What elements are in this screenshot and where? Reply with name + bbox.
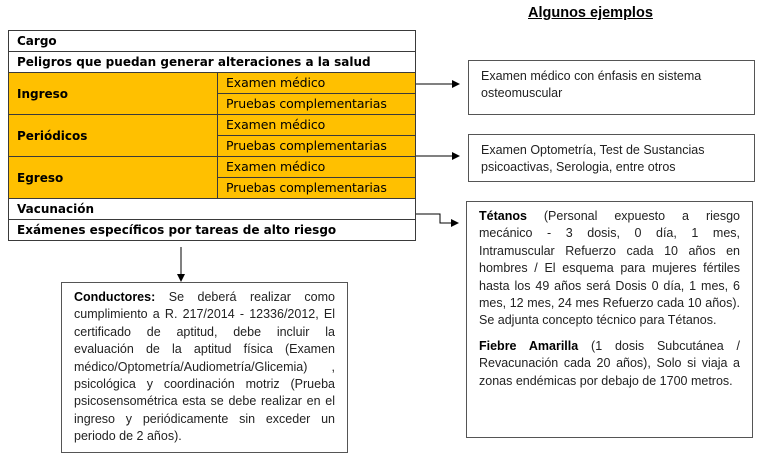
example-ingreso-text: Examen médico con énfasis en sistema osteomuscular (481, 69, 702, 101)
conductores-text: Se deberá realizar como cumplimiento a R. 217/2014 - 12336/2012, El certificado de aptitud, debe incluir la evaluación de la aptitud física (Examen médico/Optometría/Audiometría/Glicemia) , psicológica y coordinación motriz (Prueba psicosensométrica esta se debe realizar en el ingreso y periódicamente sin exceder un periodo de 2 años). (74, 290, 335, 444)
ingreso-examen-cell: Examen médico (218, 73, 416, 94)
peligros-cell: Peligros que puedan generar alteraciones a la salud (9, 52, 416, 73)
examples-title: Algunos ejemplos (528, 5, 653, 21)
cargo-cell: Cargo (9, 31, 416, 52)
tetanos-title: Tétanos (479, 209, 527, 223)
examenes-cell: Exámenes específicos por tareas de alto riesgo (9, 220, 416, 241)
periodicos-examen-cell: Examen médico (218, 115, 416, 136)
periodicos-pruebas-cell: Pruebas complementarias (218, 136, 416, 157)
tetanos-paragraph (479, 208, 740, 330)
example-vacunacion-box (466, 201, 753, 438)
ingreso-cell: Ingreso (9, 73, 218, 115)
vacunacion-cell: Vacunación (9, 199, 416, 220)
example-periodicos-text: Examen Optometría, Test de Sustancias psicoactivas, Serologia, entre otros (481, 143, 705, 175)
arrow-vacunacion (416, 214, 458, 223)
conductores-title: Conductores: (74, 290, 156, 304)
egreso-pruebas-cell: Pruebas complementarias (218, 178, 416, 199)
example-ingreso-box (468, 60, 755, 115)
egreso-examen-cell: Examen médico (218, 157, 416, 178)
periodicos-cell: Periódicos (9, 115, 218, 157)
example-periodicos-box (468, 134, 755, 182)
tetanos-text: (Personal expuesto a riesgo mecánico - 3 dosis, 0 día, 1 mes, Intramuscular Refuerzo cada 10 años en hombres / El esquema para mujeres fértiles hasta los 49 años será Dosis 0 día, 1 mes, 6 mes, 12 mes, 24 mes Refuerzo cada 10 años). Se adjunta concepto técnico para Tétanos. (479, 209, 740, 328)
ingreso-pruebas-cell: Pruebas complementarias (218, 94, 416, 115)
fiebre-text: (1 dosis Subcutánea / Revacunación cada 20 años), Solo si viaja a zonas endémicas por debajo de 1700 metros. (479, 338, 740, 388)
example-conductores-box (61, 282, 348, 453)
egreso-cell: Egreso (9, 157, 218, 199)
conductores-paragraph (74, 289, 335, 446)
fiebre-title: Fiebre Amarilla (479, 338, 579, 353)
fiebre-paragraph (479, 338, 740, 390)
